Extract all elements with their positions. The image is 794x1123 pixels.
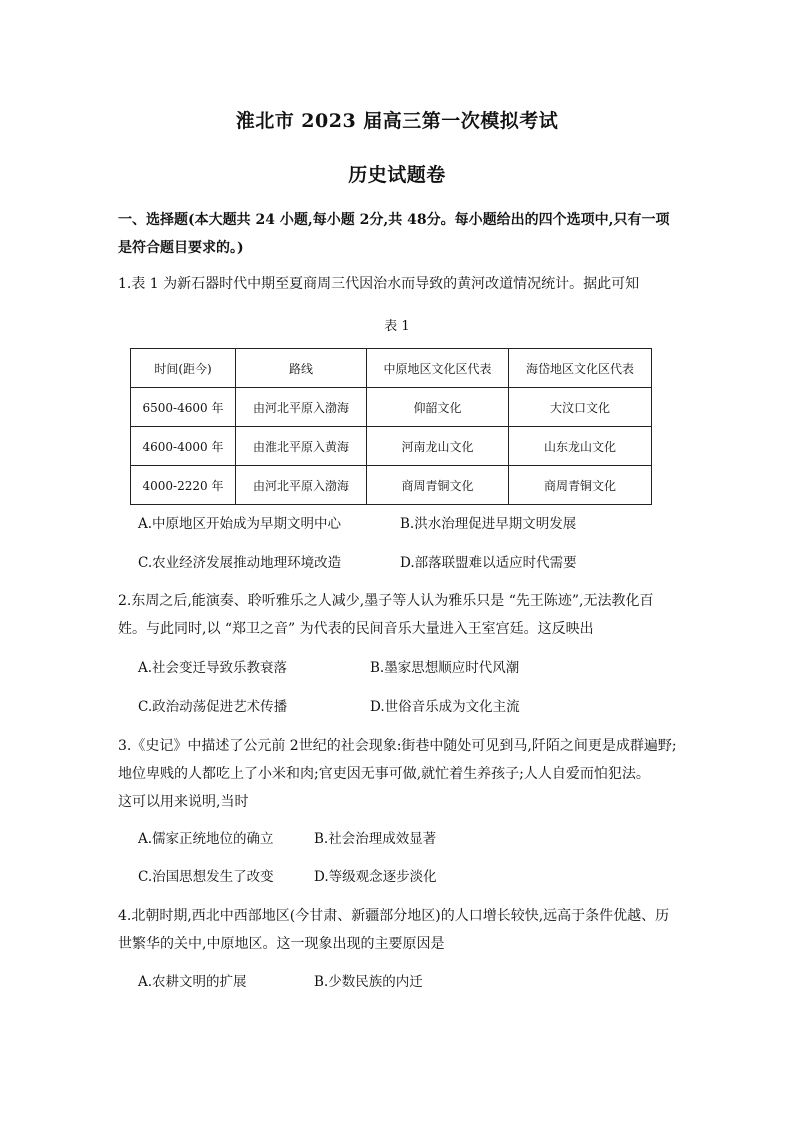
- table-cell: 4000-2220 年: [131, 466, 236, 505]
- section-heading: [118, 206, 678, 262]
- question-4-option-a: A.农耕文明的扩展: [138, 974, 247, 990]
- table-cell: 山东龙山文化: [509, 427, 652, 466]
- question-2-option-c: C.政治动荡促进艺术传播: [138, 699, 288, 715]
- question-2-option-a: A.社会变迁导致乐教衰落: [138, 660, 288, 676]
- question-1-stem: [118, 270, 678, 298]
- exam-title: 淮北市 2023 届高三第一次模拟考试: [235, 110, 559, 132]
- question-4-stem-line: 世繁华的关中,中原地区。这一现象出现的主要原因是: [118, 936, 445, 952]
- table-1: [130, 348, 652, 505]
- question-3-stem-line: 地位卑贱的人都吃上了小米和肉;官吏因无事可做,就忙着生养孩子;人人自爱而怕犯法。: [118, 766, 650, 782]
- question-2-stem: [118, 587, 678, 643]
- question-3-option-b: B.社会治理成效显著: [314, 831, 437, 847]
- question-4-stem: [118, 902, 678, 958]
- question-1-stem-line: 1.表 1 为新石器时代中期至夏商周三代因治水而导致的黄河改道情况统计。据此可知: [118, 276, 640, 292]
- table-header-row: [131, 349, 652, 388]
- question-3-stem-line: 3.《史记》中描述了公元前 2世纪的社会现象:街巷中随处可见到马,阡陌之间更是成群遍野;: [118, 738, 677, 754]
- table-caption: 表 1: [384, 319, 410, 334]
- table-cell: 商周青铜文化: [509, 466, 652, 505]
- table-cell: 6500-4600 年: [131, 388, 236, 427]
- table-header-cell: 海岱地区文化区代表: [509, 349, 652, 388]
- table-cell: 4600-4000 年: [131, 427, 236, 466]
- question-4-stem-line: 4.北朝时期,西北中西部地区(今甘肃、新疆部分地区)的人口增长较快,远高于条件优越、历: [118, 908, 670, 924]
- question-3-option-c: C.治国思想发生了改变: [138, 869, 274, 885]
- table-cell: 商周青铜文化: [367, 466, 509, 505]
- paper-subtitle: 历史试题卷: [348, 164, 446, 186]
- question-2-stem-line: 姓。与此同时,以 “郑卫之音” 为代表的民间音乐大量进入王室宫廷。这反映出: [118, 621, 594, 637]
- question-2-option-d: D.世俗音乐成为文化主流: [370, 699, 520, 715]
- section-heading-line2: 是符合题目要求的。): [118, 240, 244, 256]
- question-3-option-d: D.等级观念逐步淡化: [314, 869, 437, 885]
- table-row: [131, 388, 652, 427]
- question-3-option-a: A.儒家正统地位的确立: [138, 831, 274, 847]
- question-1-option-c: C.农业经济发展推动地理环境改造: [138, 555, 342, 571]
- question-1-option-a: A.中原地区开始成为早期文明中心: [138, 516, 342, 532]
- table-cell: 由河北平原入渤海: [236, 388, 367, 427]
- table-header-cell: 中原地区文化区代表: [367, 349, 509, 388]
- table-cell: 大汶口文化: [509, 388, 652, 427]
- question-1-option-b: B.洪水治理促进早期文明发展: [400, 516, 577, 532]
- table-row: [131, 427, 652, 466]
- table-header-cell: 时间(距今): [131, 349, 236, 388]
- question-2-stem-line: 2.东周之后,能演奏、聆听雅乐之人减少,墨子等人认为雅乐只是 “先王陈迹”,无法教化百: [118, 593, 654, 609]
- table-cell: 河南龙山文化: [367, 427, 509, 466]
- question-3-stem-line: 这可以用来说明,当时: [118, 794, 249, 810]
- table-cell: 由淮北平原入黄海: [236, 427, 367, 466]
- question-4-option-b: B.少数民族的内迁: [314, 974, 423, 990]
- question-2-option-b: B.墨家思想顺应时代风潮: [370, 660, 520, 676]
- table-row: [131, 466, 652, 505]
- table-cell: 仰韶文化: [367, 388, 509, 427]
- question-1-option-d: D.部落联盟难以适应时代需要: [400, 555, 577, 571]
- table-header-cell: 路线: [236, 349, 367, 388]
- table-cell: 由河北平原入渤海: [236, 466, 367, 505]
- section-heading-line1: 一、选择题(本大题共 24 小题,每小题 2分,共 48分。每小题给出的四个选项中,只有一项: [118, 212, 670, 228]
- question-3-stem: [118, 732, 678, 816]
